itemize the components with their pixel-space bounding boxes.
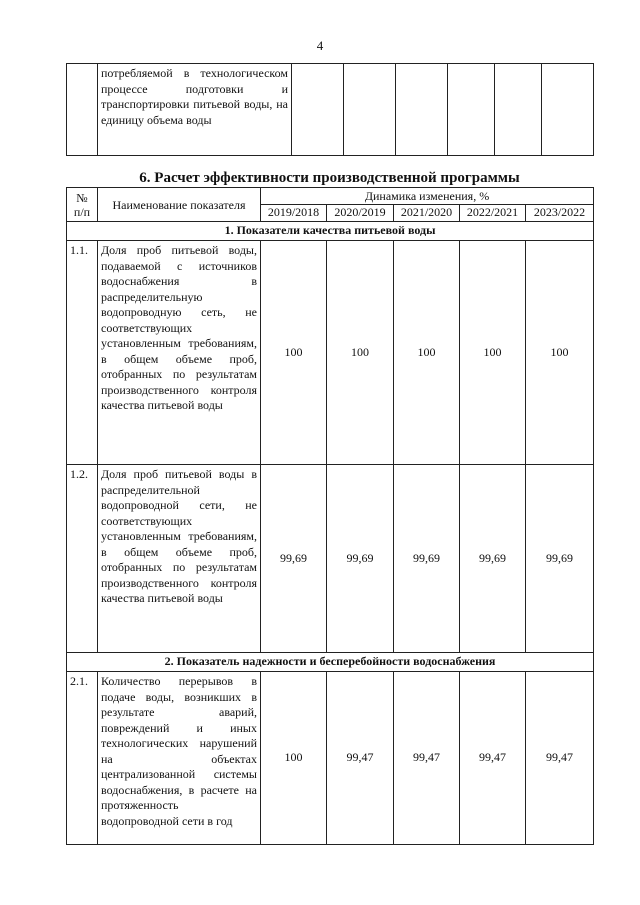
- group-row: [67, 222, 594, 241]
- header-year: 2022/2021: [460, 205, 526, 222]
- row-number: 1.1.: [67, 241, 98, 465]
- header-year: 2019/2018: [261, 205, 327, 222]
- value-cell: 100: [261, 672, 327, 845]
- value-cell: 100: [261, 241, 327, 465]
- value-cell: 99,47: [460, 672, 526, 845]
- value-cell: 99,69: [460, 465, 526, 653]
- value-cell: 99,69: [261, 465, 327, 653]
- value-cell: 100: [394, 241, 460, 465]
- header-row: [67, 188, 594, 205]
- indicator-name: Количество перерывов в подаче воды, возникших в результате аварий, повреждений и иных технологических нарушений на объектах централизованной системы водоснабжения, в расчете на протяженность водопроводной сети в год: [98, 672, 261, 845]
- value-cell: 100: [526, 241, 594, 465]
- table-row: [67, 465, 594, 653]
- group-row: [67, 653, 594, 672]
- table-row: [67, 241, 594, 465]
- section-title: 6. Расчет эффективности производственной программы: [139, 170, 520, 186]
- value-cell: 99,47: [327, 672, 394, 845]
- value-cell: 99,69: [327, 465, 394, 653]
- group-title: 2. Показатель надежности и бесперебойности водоснабжения: [67, 653, 594, 672]
- row-number: 1.2.: [67, 465, 98, 653]
- value-cell: 100: [327, 241, 394, 465]
- page-number: 4: [316, 38, 324, 53]
- value-cell: 99,47: [394, 672, 460, 845]
- value-cell: 99,47: [526, 672, 594, 845]
- header-year: 2023/2022: [526, 205, 594, 222]
- table-row: [67, 672, 594, 845]
- header-year: 2021/2020: [394, 205, 460, 222]
- row-number: 2.1.: [67, 672, 98, 845]
- value-cell: 99,69: [394, 465, 460, 653]
- header-num: № п/п: [67, 188, 98, 222]
- efficiency-table: [66, 187, 594, 845]
- table-row: [67, 64, 594, 156]
- group-title: 1. Показатели качества питьевой воды: [67, 222, 594, 241]
- continued-table-fragment: [66, 63, 594, 156]
- indicator-name: Доля проб питьевой воды в распределительной водопроводной сети, не соответствующих установленным требованиям, в общем объеме проб, отобранных по результатам производственного контроля качества питьевой воды: [98, 465, 261, 653]
- value-cell: 100: [460, 241, 526, 465]
- header-year: 2020/2019: [327, 205, 394, 222]
- header-name: Наименование показателя: [98, 188, 261, 222]
- indicator-name: Доля проб питьевой воды, подаваемой с источников водоснабжения в распределительную водопроводную сеть, не соответствующих установленным требованиям, в общем объеме проб, отобранных по результатам производственного контроля качества питьевой воды: [98, 241, 261, 465]
- header-dynamics: Динамика изменения, %: [261, 188, 594, 205]
- indicator-name: потребляемой в технологическом процессе подготовки и транспортировки питьевой воды, на единицу объема воды: [98, 64, 292, 156]
- value-cell: 99,69: [526, 465, 594, 653]
